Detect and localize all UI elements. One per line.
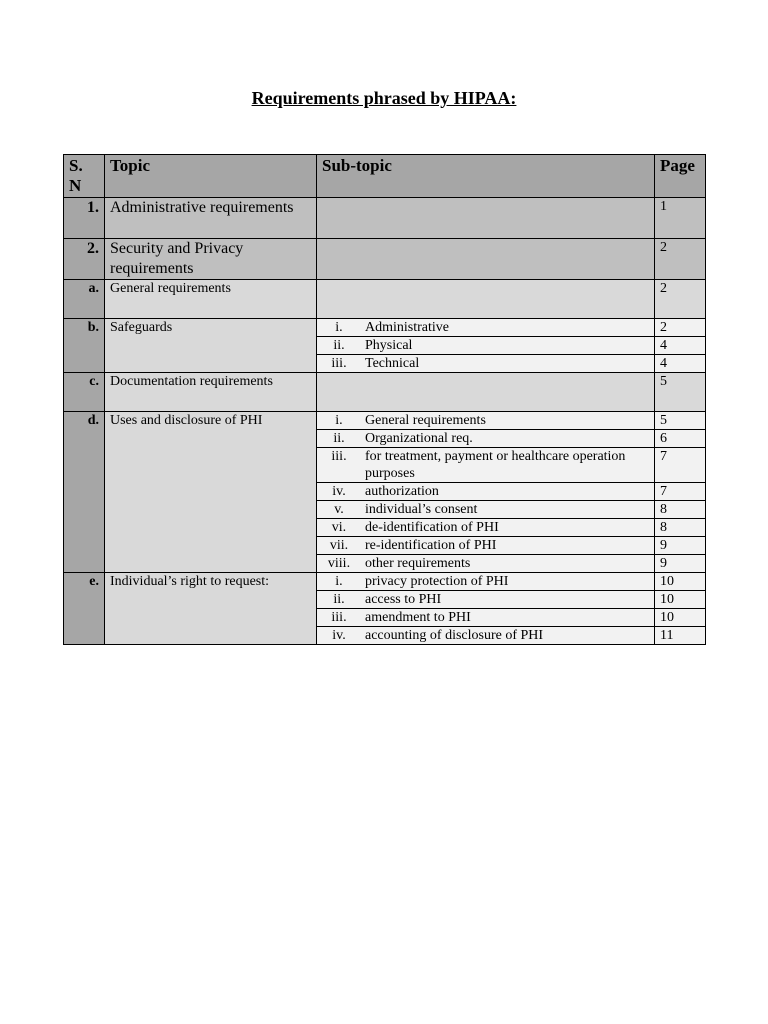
row-sn: b. bbox=[64, 319, 105, 373]
subtopic-number: iv. bbox=[332, 484, 346, 499]
subtopic-page: 9 bbox=[655, 537, 706, 555]
table-row bbox=[64, 573, 706, 591]
contents-table bbox=[63, 154, 706, 645]
subtopic-item bbox=[317, 337, 655, 355]
table-row bbox=[64, 373, 706, 412]
subtopic-page: 8 bbox=[655, 519, 706, 537]
subtopic-number: vi. bbox=[331, 520, 347, 535]
subtopic-page: 7 bbox=[655, 448, 706, 483]
header-topic: Topic bbox=[105, 155, 317, 198]
subtopic-item bbox=[317, 319, 655, 337]
row-topic: General requirements bbox=[105, 280, 317, 319]
row-subtopic-empty bbox=[317, 280, 655, 319]
subtopic-item bbox=[317, 412, 655, 430]
subtopic-number: ii. bbox=[333, 431, 345, 446]
row-page: 1 bbox=[655, 198, 706, 239]
subtopic-item bbox=[317, 483, 655, 501]
subtopic-page: 11 bbox=[655, 627, 706, 645]
row-sn: d. bbox=[64, 412, 105, 573]
row-topic: Security and Privacy requirements bbox=[105, 239, 317, 280]
subtopic-item bbox=[317, 430, 655, 448]
subtopic-text: Physical bbox=[365, 338, 413, 353]
row-sn: e. bbox=[64, 573, 105, 645]
table-header-row bbox=[64, 155, 706, 198]
subtopic-item bbox=[317, 448, 655, 483]
subtopic-text: individual’s consent bbox=[365, 502, 478, 517]
subtopic-text: authorization bbox=[365, 484, 439, 499]
subtopic-item bbox=[317, 609, 655, 627]
table-row bbox=[64, 412, 706, 430]
subtopic-number: v. bbox=[334, 502, 344, 517]
subtopic-item bbox=[317, 355, 655, 373]
row-page: 2 bbox=[655, 280, 706, 319]
subtopic-item bbox=[317, 519, 655, 537]
subtopic-number: viii. bbox=[327, 556, 351, 571]
row-subtopic-empty bbox=[317, 198, 655, 239]
table-row bbox=[64, 319, 706, 337]
row-topic: Safeguards bbox=[105, 319, 317, 373]
subtopic-text: General requirements bbox=[365, 413, 486, 428]
row-sn: 2. bbox=[64, 239, 105, 280]
subtopic-item bbox=[317, 555, 655, 573]
table-row bbox=[64, 198, 706, 239]
header-sn: S. N bbox=[64, 155, 105, 198]
subtopic-text: access to PHI bbox=[365, 592, 442, 607]
subtopic-number: ii. bbox=[333, 338, 345, 353]
row-sn: a. bbox=[64, 280, 105, 319]
subtopic-item bbox=[317, 627, 655, 645]
subtopic-item bbox=[317, 573, 655, 591]
row-subtopic-empty bbox=[317, 239, 655, 280]
subtopic-item bbox=[317, 501, 655, 519]
subtopic-text: re-identification of PHI bbox=[365, 538, 497, 553]
subtopic-number: iii. bbox=[331, 449, 347, 464]
subtopic-text: accounting of disclosure of PHI bbox=[365, 628, 544, 643]
row-sn: c. bbox=[64, 373, 105, 412]
subtopic-text: amendment to PHI bbox=[365, 610, 471, 625]
row-subtopic-empty bbox=[317, 373, 655, 412]
subtopic-number: i. bbox=[335, 413, 343, 428]
subtopic-number: iii. bbox=[331, 610, 347, 625]
subtopic-text: Organizational req. bbox=[365, 431, 473, 446]
subtopic-number: iii. bbox=[331, 356, 347, 371]
subtopic-page: 2 bbox=[655, 319, 706, 337]
subtopic-text: other requirements bbox=[365, 556, 471, 571]
subtopic-number: vii. bbox=[329, 538, 349, 553]
subtopic-number: i. bbox=[335, 574, 343, 589]
row-topic: Uses and disclosure of PHI bbox=[105, 412, 317, 573]
subtopic-item bbox=[317, 537, 655, 555]
subtopic-text: privacy protection of PHI bbox=[365, 574, 509, 589]
subtopic-page: 4 bbox=[655, 337, 706, 355]
subtopic-text: Technical bbox=[365, 356, 420, 371]
subtopic-number: iv. bbox=[332, 628, 346, 643]
subtopic-page: 10 bbox=[655, 573, 706, 591]
subtopic-page: 10 bbox=[655, 609, 706, 627]
subtopic-page: 5 bbox=[655, 412, 706, 430]
subtopic-text: de-identification of PHI bbox=[365, 520, 499, 535]
subtopic-page: 10 bbox=[655, 591, 706, 609]
subtopic-item bbox=[317, 591, 655, 609]
subtopic-number: i. bbox=[335, 320, 343, 335]
subtopic-text: for treatment, payment or healthcare operation purposes bbox=[365, 449, 626, 481]
table-row bbox=[64, 239, 706, 280]
subtopic-page: 4 bbox=[655, 355, 706, 373]
table-row bbox=[64, 280, 706, 319]
page-title: Requirements phrased by HIPAA: bbox=[251, 88, 517, 108]
subtopic-page: 7 bbox=[655, 483, 706, 501]
subtopic-page: 9 bbox=[655, 555, 706, 573]
subtopic-page: 8 bbox=[655, 501, 706, 519]
row-topic: Administrative requirements bbox=[105, 198, 317, 239]
subtopic-page: 6 bbox=[655, 430, 706, 448]
subtopic-text: Administrative bbox=[365, 320, 449, 335]
subtopic-number: ii. bbox=[333, 592, 345, 607]
header-subtopic: Sub-topic bbox=[317, 155, 655, 198]
row-sn: 1. bbox=[64, 198, 105, 239]
row-page: 2 bbox=[655, 239, 706, 280]
header-page: Page bbox=[655, 155, 706, 198]
row-topic: Individual’s right to request: bbox=[105, 573, 317, 645]
row-topic: Documentation requirements bbox=[105, 373, 317, 412]
row-page: 5 bbox=[655, 373, 706, 412]
